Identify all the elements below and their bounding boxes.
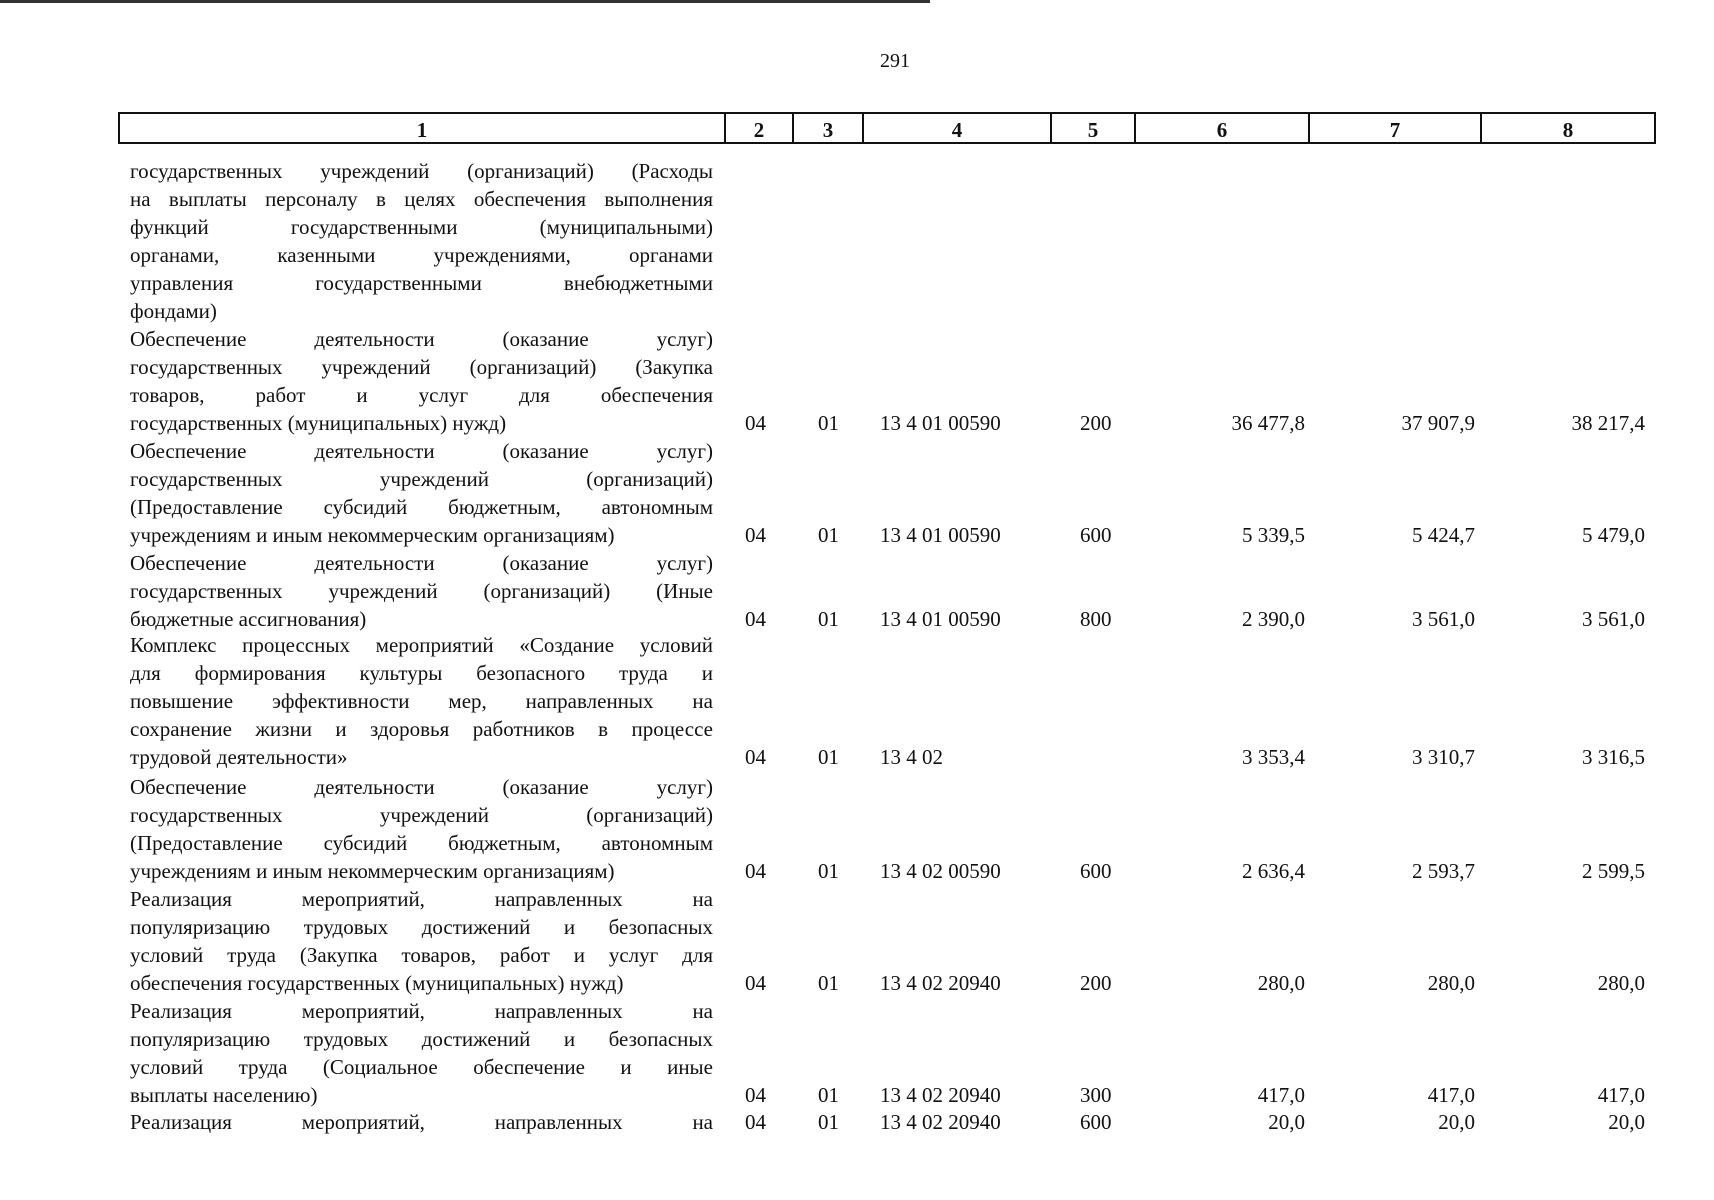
row-5-c4: 13 4 02 00590 <box>880 859 1001 883</box>
row-7-desc-line: условий труда (Социальное обеспечение и иные <box>130 1055 713 1079</box>
row-6-desc-line: Реализация мероприятий, направленных на <box>130 887 713 911</box>
row-3-c2: 04 <box>745 607 766 631</box>
row-1-c5: 200 <box>1080 411 1112 435</box>
header-col-8: 8 <box>1562 118 1574 142</box>
row-2-desc-line: государственных учреждений (организаций) <box>130 467 713 491</box>
row-3-c5: 800 <box>1080 607 1112 631</box>
row-0-desc-line: государственных учреждений (организаций) (Расходы <box>130 159 713 183</box>
row-7-desc-line: Реализация мероприятий, направленных на <box>130 999 713 1023</box>
row-1-c6: 36 477,8 <box>1231 411 1305 435</box>
row-6-c6: 280,0 <box>1257 971 1305 995</box>
row-2-desc-line: Обеспечение деятельности (оказание услуг) <box>130 439 713 463</box>
row-8-c5: 600 <box>1080 1110 1112 1134</box>
scan-edge-rule <box>0 0 930 3</box>
row-7-c8: 417,0 <box>1597 1083 1645 1107</box>
row-2-c2: 04 <box>745 523 766 547</box>
row-1-desc-line: товаров, работ и услуг для обеспечения <box>130 383 713 407</box>
row-7-c6: 417,0 <box>1257 1083 1305 1107</box>
row-6-c5: 200 <box>1080 971 1112 995</box>
row-5-desc-line: учреждениям и иным некоммерческим организациям) <box>130 859 615 883</box>
row-0-desc-line: функций государственными (муниципальными) <box>130 215 713 239</box>
row-7-desc-line: популяризацию трудовых достижений и безопасных <box>130 1027 713 1051</box>
page-number: 291 <box>880 50 910 72</box>
header-col-2: 2 <box>726 114 794 142</box>
header-col-3: 3 <box>794 114 864 142</box>
row-8-desc-line: Реализация мероприятий, направленных на <box>130 1110 713 1134</box>
row-0-desc-line: фондами) <box>130 299 217 323</box>
row-7-c5: 300 <box>1080 1083 1112 1107</box>
row-8-c2: 04 <box>745 1110 766 1134</box>
row-3-desc-line: бюджетные ассигнования) <box>130 607 367 631</box>
row-8-c7: 20,0 <box>1438 1110 1475 1134</box>
row-2-c4: 13 4 01 00590 <box>880 523 1001 547</box>
row-6-c8: 280,0 <box>1597 971 1645 995</box>
row-4-c6: 3 353,4 <box>1242 745 1305 769</box>
row-4-c7: 3 310,7 <box>1412 745 1475 769</box>
row-5-c5: 600 <box>1080 859 1112 883</box>
row-3-desc-line: Обеспечение деятельности (оказание услуг) <box>130 551 713 575</box>
row-6-c3: 01 <box>818 971 839 995</box>
row-5-c2: 04 <box>745 859 766 883</box>
row-2-c6: 5 339,5 <box>1242 523 1305 547</box>
row-5-desc-line: Обеспечение деятельности (оказание услуг) <box>130 775 713 799</box>
row-4-desc-line: повышение эффективности мер, направленных на <box>130 689 713 713</box>
row-1-c8: 38 217,4 <box>1571 411 1645 435</box>
row-3-c7: 3 561,0 <box>1412 607 1475 631</box>
row-7-c7: 417,0 <box>1427 1083 1475 1107</box>
row-3-c4: 13 4 01 00590 <box>880 607 1001 631</box>
row-5-c8: 2 599,5 <box>1582 859 1645 883</box>
row-8-c4: 13 4 02 20940 <box>880 1110 1001 1134</box>
row-2-c7: 5 424,7 <box>1412 523 1475 547</box>
row-6-desc-line: обеспечения государственных (муниципальных) нужд) <box>130 971 624 995</box>
row-1-c2: 04 <box>745 411 766 435</box>
row-1-c4: 13 4 01 00590 <box>880 411 1001 435</box>
row-1-c7: 37 907,9 <box>1401 411 1475 435</box>
row-4-c4: 13 4 02 <box>880 745 943 769</box>
row-7-desc-line: выплаты населению) <box>130 1083 318 1107</box>
table-header <box>118 112 1656 144</box>
row-0-desc-line: органами, казенными учреждениями, органами <box>130 243 713 267</box>
header-col-1: 1 <box>120 114 726 142</box>
row-0-desc-line: управления государственными внебюджетными <box>130 271 713 295</box>
row-2-c5: 600 <box>1080 523 1112 547</box>
row-6-c7: 280,0 <box>1427 971 1475 995</box>
row-3-c6: 2 390,0 <box>1242 607 1305 631</box>
row-7-c3: 01 <box>818 1083 839 1107</box>
row-8-c3: 01 <box>818 1110 839 1134</box>
row-5-c7: 2 593,7 <box>1412 859 1475 883</box>
row-1-desc-line: государственных учреждений (организаций) (Закупка <box>130 355 713 379</box>
row-5-desc-line: (Предоставление субсидий бюджетным, автономным <box>130 831 713 855</box>
row-8-c6: 20,0 <box>1268 1110 1305 1134</box>
row-6-c4: 13 4 02 20940 <box>880 971 1001 995</box>
row-3-c3: 01 <box>818 607 839 631</box>
row-5-c6: 2 636,4 <box>1242 859 1305 883</box>
row-6-c2: 04 <box>745 971 766 995</box>
row-6-desc-line: популяризацию трудовых достижений и безопасных <box>130 915 713 939</box>
row-3-c8: 3 561,0 <box>1582 607 1645 631</box>
row-1-desc-line: государственных (муниципальных) нужд) <box>130 411 507 435</box>
row-6-desc-line: условий труда (Закупка товаров, работ и услуг для <box>130 943 713 967</box>
row-8-c8: 20,0 <box>1608 1110 1645 1134</box>
row-4-desc-line: трудовой деятельности» <box>130 745 348 769</box>
row-1-c3: 01 <box>818 411 839 435</box>
row-2-c8: 5 479,0 <box>1582 523 1645 547</box>
header-col-6: 6 <box>1136 114 1310 142</box>
row-0-desc-line: на выплаты персоналу в целях обеспечения выполнения <box>130 187 713 211</box>
row-5-desc-line: государственных учреждений (организаций) <box>130 803 713 827</box>
header-col-4: 4 <box>864 114 1052 142</box>
row-4-desc-line: Комплекс процессных мероприятий «Создание условий <box>130 633 713 657</box>
row-7-c2: 04 <box>745 1083 766 1107</box>
row-2-c3: 01 <box>818 523 839 547</box>
row-1-desc-line: Обеспечение деятельности (оказание услуг) <box>130 327 713 351</box>
header-col-7: 7 <box>1310 114 1482 142</box>
row-7-c4: 13 4 02 20940 <box>880 1083 1001 1107</box>
row-4-c3: 01 <box>818 745 839 769</box>
row-5-c3: 01 <box>818 859 839 883</box>
row-4-c8: 3 316,5 <box>1582 745 1645 769</box>
row-4-desc-line: для формирования культуры безопасного труда и <box>130 661 713 685</box>
row-4-c2: 04 <box>745 745 766 769</box>
row-2-desc-line: учреждениям и иным некоммерческим организациям) <box>130 523 615 547</box>
row-4-desc-line: сохранение жизни и здоровья работников в процессе <box>130 717 713 741</box>
header-col-5: 5 <box>1052 114 1136 142</box>
row-3-desc-line: государственных учреждений (организаций) (Иные <box>130 579 713 603</box>
row-2-desc-line: (Предоставление субсидий бюджетным, автономным <box>130 495 713 519</box>
